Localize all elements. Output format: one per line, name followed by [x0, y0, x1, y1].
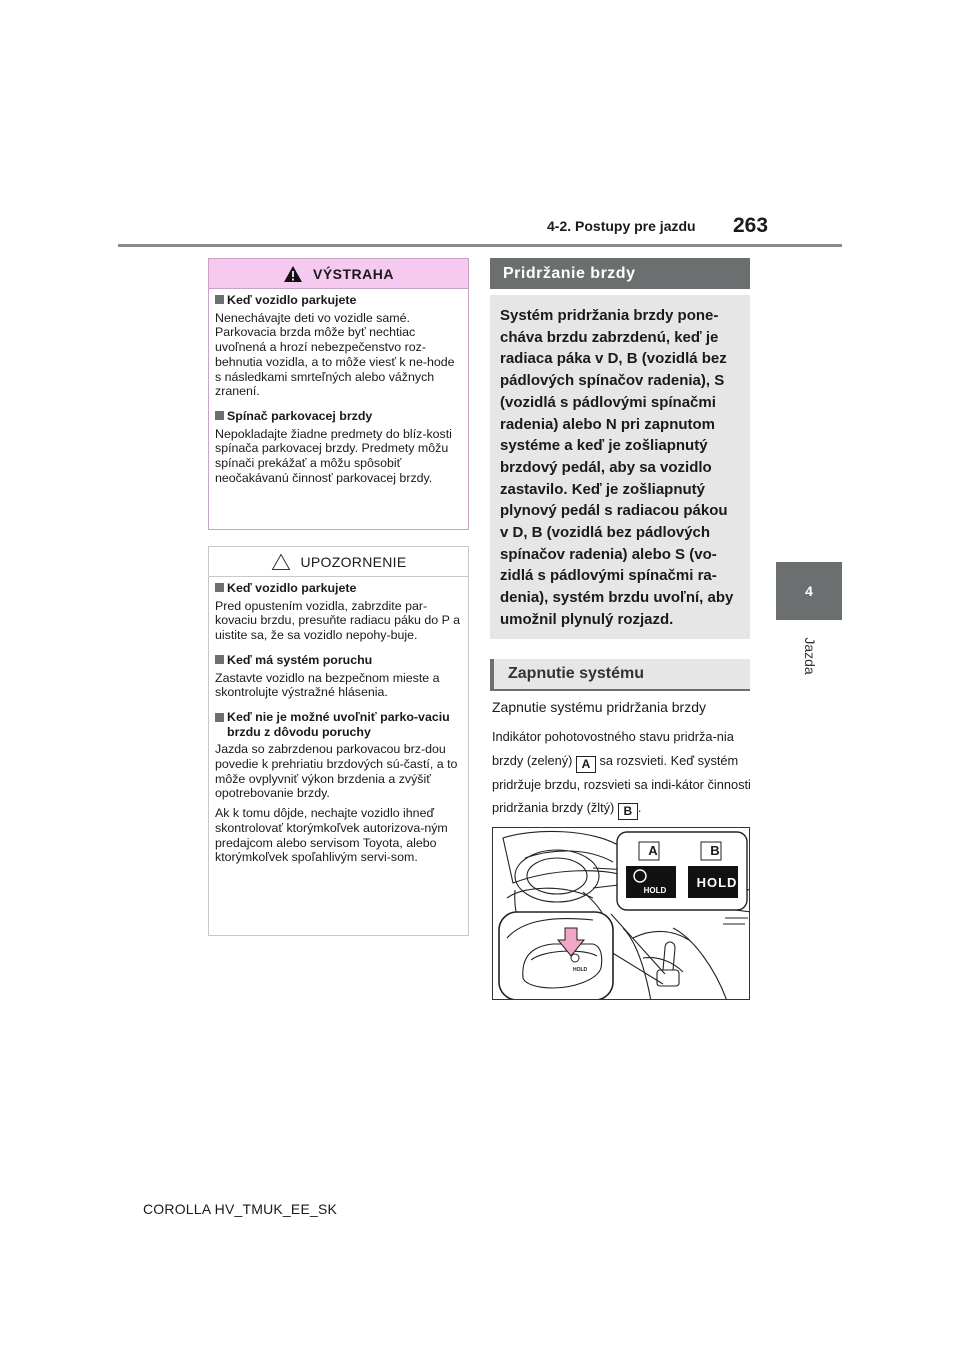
notice-paragraph: Pred opustením vozidla, zabrzdite par-kovaciu brzdu, presuňte radiacu páku do P a uistite sa, že sa vozidlo nepohy-buje. [215, 598, 460, 643]
body-paragraph: Indikátor pohotovostného stavu pridrža-nia brzdy (zelený) A sa rozsvieti. Keď systém pridržuje brzdu, rozsvieti sa indi-kátor činnosti pridržania brzdy (žltý) B . [492, 729, 751, 819]
notice-paragraph: Ak k tomu dôjde, nechajte vozidlo ihneď skontrolovať ktorýmkoľvek autorizova-ným predajcom alebo servisom Toyota, alebo ktorýmkoľvek spoľahlivým servi-som. [215, 806, 448, 865]
warning-box [208, 258, 469, 530]
intro-box: Systém pridržania brzdy pone-cháva brzdu zabrzdenú, keď je radiaca páka v D, B (vozidlá bez pádlových spínačov radenia), S (vozidlá s pádlovými spínačmi radenia) alebo N pri zapnutom systéme a keď je zošliapnutý brzdový pedál, aby sa vozidlo zastavilo. Keď je zošliapnutý plynový pedál s radiacou pákou v D, B (vozidlá bez pádlových spínačov radenia) alebo S (vo-zidlá s pádlovými spínačmi ra-denia), systém brzdu uvoľní, aby umožnil plynulý rozjazd. [490, 295, 750, 639]
section-header-title: 4-2. Postupy pre jazdu [547, 218, 696, 234]
marker-b: B [618, 803, 638, 820]
warning-body [209, 289, 468, 485]
document-code: COROLLA HV_TMUK_EE_SK [143, 1201, 338, 1217]
notice-body [209, 577, 468, 865]
notice-subheading: Keď má systém poruchu [215, 653, 462, 668]
warning-title: VÝSTRAHA [312, 265, 394, 282]
dashboard-illustration [492, 827, 750, 1000]
chapter-label: Jazda [802, 637, 818, 675]
square-bullet-icon [215, 713, 224, 722]
warning-subheading: Spínač parkovacej brzdy [215, 409, 462, 424]
notice-header [209, 547, 468, 577]
square-bullet-icon [215, 583, 224, 592]
notice-paragraph: Zastavte vozidlo na bezpečnom mieste a skontrolujte výstražné hlásenia. [215, 670, 440, 700]
warning-subheading: Keď vozidlo parkujete [215, 293, 462, 308]
notice-subheading: Keď nie je možné uvoľniť parko-vaciu brzdu z dôvodu poruchy [215, 710, 462, 739]
indicator-label-b: B [710, 843, 720, 858]
hold-active-indicator-text: HOLD [696, 875, 738, 890]
section-title-bar: Pridržanie brzdy [490, 258, 750, 289]
page-number: 263 [733, 214, 769, 237]
notice-title: UPOZORNENIE [300, 553, 407, 570]
warning-header [209, 259, 468, 289]
subsection-title: Zapnutie systému [490, 659, 750, 691]
chapter-number: 4 [805, 583, 813, 599]
marker-a: A [576, 756, 596, 773]
header-divider [118, 244, 842, 247]
square-bullet-icon [215, 295, 224, 304]
hold-switch-label: HOLD [573, 967, 588, 973]
warning-triangle-icon [283, 265, 303, 283]
indicator-label-a: A [648, 843, 658, 858]
notice-subheading: Keď vozidlo parkujete [215, 581, 462, 596]
square-bullet-icon [215, 411, 224, 420]
notice-paragraph: Jazda so zabrzdenou parkovacou brz-dou povedie k prehriatiu brzdových sú-častí, a to môže ovplyvniť výkon brzdenia a zvýšiť opotrebovanie brzdy. [215, 742, 458, 801]
hold-standby-indicator-text: HOLD [643, 886, 667, 895]
warning-paragraph: Nepokladajte žiadne predmety do blíz-kosti spínača parkovacej brzdy. Predmety môžu spínači prekážať a môžu spôsobiť neočakávanú činnosť parkovacej brzdy. [215, 426, 452, 485]
chapter-tab[interactable] [776, 562, 842, 620]
notice-box [208, 546, 469, 936]
square-bullet-icon [215, 655, 224, 664]
caution-triangle-icon [271, 553, 291, 571]
warning-paragraph: Nenechávajte deti vo vozidle samé. Parkovacia brzda môže byť nechtiac uvoľnená a hrozí nebezpečenstvo roz-behnutia vozidla, a to môže viesť k ne-hode s následkami smrteľných alebo vážnych zranení. [215, 310, 455, 399]
procedure-title: Zapnutie systému pridržania brzdy [492, 699, 706, 715]
